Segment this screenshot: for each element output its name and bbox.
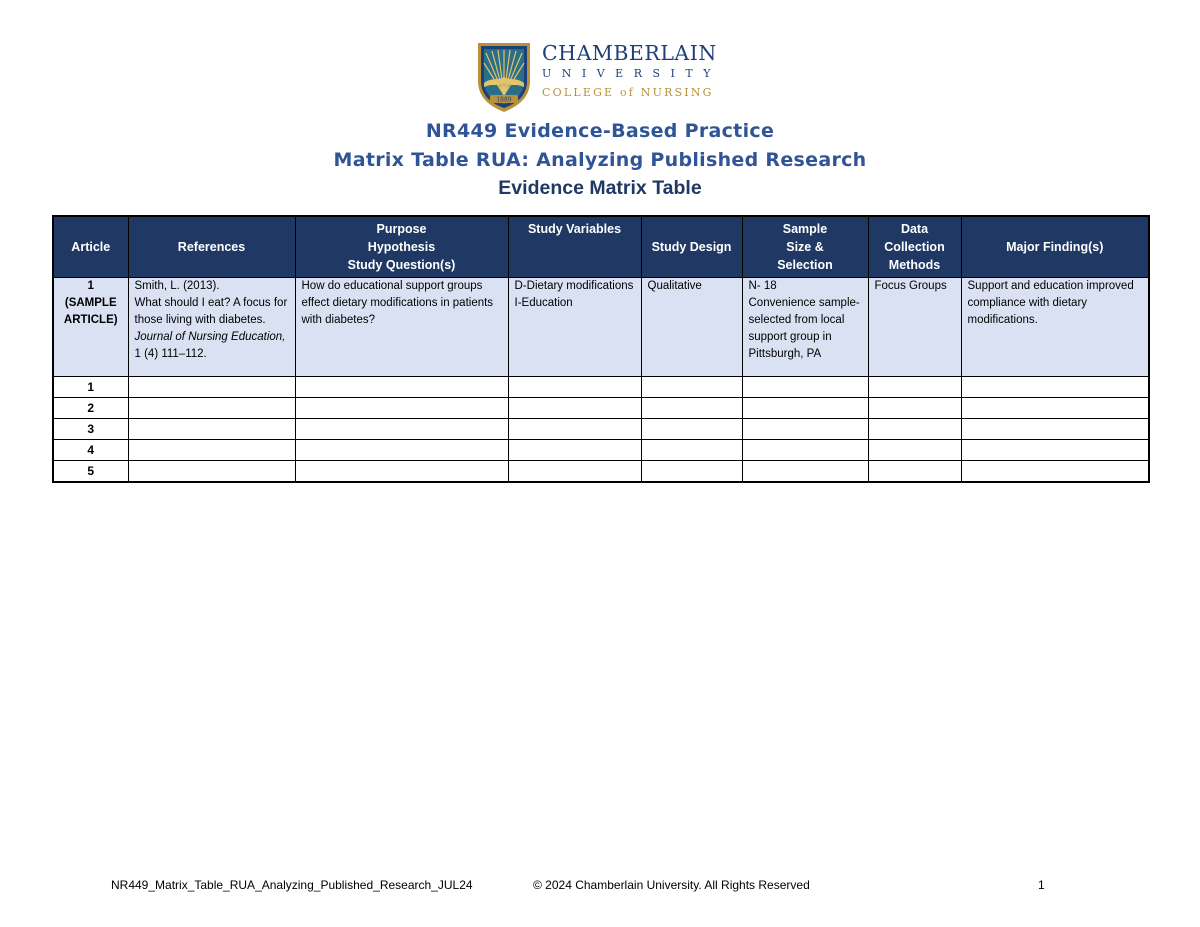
- sample-cell[interactable]: [742, 398, 868, 419]
- variables-cell[interactable]: [508, 377, 641, 398]
- footer-copyright: © 2024 Chamberlain University. All Rights Reserved: [533, 878, 810, 892]
- references-cell[interactable]: [128, 377, 295, 398]
- row-number: 5: [53, 461, 128, 483]
- row-number: 4: [53, 440, 128, 461]
- chamberlain-logo: [476, 41, 726, 113]
- col-header-references: References: [128, 216, 295, 278]
- sample-article-cell[interactable]: 1 (SAMPLE ARTICLE): [53, 278, 128, 377]
- row-number: 2: [53, 398, 128, 419]
- design-cell[interactable]: [641, 377, 742, 398]
- findings-cell[interactable]: [961, 377, 1149, 398]
- findings-cell[interactable]: [961, 398, 1149, 419]
- purpose-cell[interactable]: [295, 440, 508, 461]
- sample-design-cell[interactable]: Qualitative: [641, 278, 742, 377]
- table-header-row: [53, 216, 1149, 278]
- logo-name: CHAMBERLAIN: [542, 41, 717, 65]
- references-cell[interactable]: [128, 440, 295, 461]
- shield-crest-icon: [476, 41, 532, 113]
- sample-cell[interactable]: [742, 377, 868, 398]
- evidence-matrix-table: [52, 215, 1150, 483]
- references-cell[interactable]: [128, 398, 295, 419]
- variables-cell[interactable]: [508, 461, 641, 483]
- sample-data-collection-cell[interactable]: Focus Groups: [868, 278, 961, 377]
- findings-cell[interactable]: [961, 419, 1149, 440]
- findings-cell[interactable]: [961, 440, 1149, 461]
- data-collection-cell[interactable]: [868, 461, 961, 483]
- footer-filename: NR449_Matrix_Table_RUA_Analyzing_Published_Research_JUL24: [111, 878, 473, 892]
- table-title: Evidence Matrix Table: [498, 177, 702, 199]
- sample-variables-cell[interactable]: D-Dietary modifications I-Education: [508, 278, 641, 377]
- design-cell[interactable]: [641, 461, 742, 483]
- sample-cell[interactable]: [742, 419, 868, 440]
- design-cell[interactable]: [641, 398, 742, 419]
- data-collection-cell[interactable]: [868, 377, 961, 398]
- purpose-cell[interactable]: [295, 398, 508, 419]
- sample-cell[interactable]: [742, 440, 868, 461]
- purpose-cell[interactable]: [295, 377, 508, 398]
- variables-cell[interactable]: [508, 440, 641, 461]
- sample-findings-cell[interactable]: Support and education improved compliance with dietary modifications.: [961, 278, 1149, 377]
- document-title: NR449 Evidence-Based Practice: [425, 120, 775, 142]
- purpose-cell[interactable]: [295, 461, 508, 483]
- findings-cell[interactable]: [961, 461, 1149, 483]
- col-header-article: Article: [53, 216, 128, 278]
- logo-college: COLLEGE of NURSING: [542, 86, 714, 99]
- data-collection-cell[interactable]: [868, 440, 961, 461]
- data-collection-cell[interactable]: [868, 419, 961, 440]
- row-number: 1: [53, 377, 128, 398]
- design-cell[interactable]: [641, 440, 742, 461]
- data-collection-cell[interactable]: [868, 398, 961, 419]
- col-header-purpose: Purpose Hypothesis Study Question(s): [295, 216, 508, 278]
- table-row: [53, 398, 1149, 419]
- sample-cell[interactable]: [742, 461, 868, 483]
- purpose-cell[interactable]: [295, 419, 508, 440]
- row-number: 3: [53, 419, 128, 440]
- sample-size-cell[interactable]: N- 18 Convenience sample-selected from local support group in Pittsburgh, PA: [742, 278, 868, 377]
- sample-references-cell[interactable]: Smith, L. (2013). What should I eat? A focus for those living with diabetes. Journal of Nursing Education, 1 (4) 111–112.: [128, 278, 295, 377]
- references-cell[interactable]: [128, 419, 295, 440]
- variables-cell[interactable]: [508, 398, 641, 419]
- variables-cell[interactable]: [508, 419, 641, 440]
- table-row: [53, 440, 1149, 461]
- logo-year: 1889: [496, 96, 512, 104]
- sample-purpose-cell[interactable]: How do educational support groups effect dietary modifications in patients with diabetes?: [295, 278, 508, 377]
- document-subtitle: Matrix Table RUA: Analyzing Published Research: [333, 149, 867, 171]
- col-header-sample: Sample Size & Selection: [742, 216, 868, 278]
- col-header-design: Study Design: [641, 216, 742, 278]
- table-row: [53, 419, 1149, 440]
- footer-page-number: 1: [1038, 878, 1045, 892]
- sample-article-row: [53, 278, 1149, 377]
- col-header-data-collection: Data Collection Methods: [868, 216, 961, 278]
- references-cell[interactable]: [128, 461, 295, 483]
- col-header-findings: Major Finding(s): [961, 216, 1149, 278]
- design-cell[interactable]: [641, 419, 742, 440]
- col-header-variables: Study Variables: [508, 216, 641, 278]
- table-row: [53, 377, 1149, 398]
- logo-university: UNIVERSITY: [542, 67, 721, 80]
- table-row: [53, 461, 1149, 483]
